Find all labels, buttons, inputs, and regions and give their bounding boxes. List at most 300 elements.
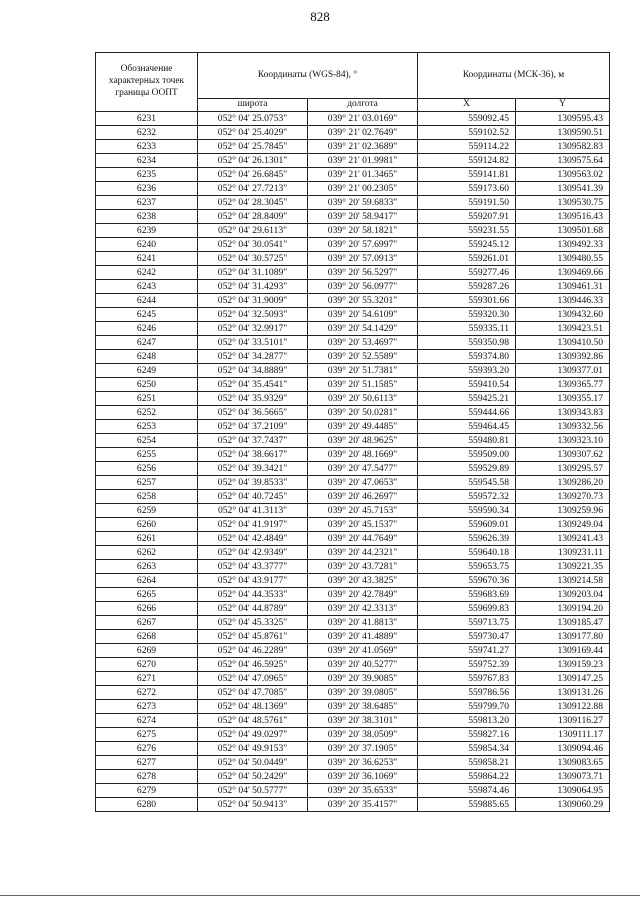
point-id-cell: 6249 (96, 364, 198, 378)
y-coordinate-cell: 1309307.62 (516, 448, 610, 462)
point-id-cell: 6270 (96, 658, 198, 672)
point-id-cell: 6259 (96, 504, 198, 518)
longitude-cell: 039° 20' 45.7153" (308, 504, 418, 518)
x-coordinate-cell: 559374.80 (418, 350, 516, 364)
y-coordinate-cell: 1309270.73 (516, 490, 610, 504)
point-id-cell: 6257 (96, 476, 198, 490)
y-coordinate-cell: 1309094.46 (516, 742, 610, 756)
longitude-cell: 039° 20' 41.4889" (308, 630, 418, 644)
longitude-cell: 039° 20' 38.6485" (308, 700, 418, 714)
latitude-cell: 052° 04' 26.1301" (198, 154, 308, 168)
latitude-cell: 052° 04' 38.6617" (198, 448, 308, 462)
coordinates-table (95, 52, 610, 812)
point-id-cell: 6247 (96, 336, 198, 350)
table-row (96, 504, 610, 518)
point-id-cell: 6276 (96, 742, 198, 756)
x-coordinate-cell: 559713.75 (418, 616, 516, 630)
latitude-cell: 052° 04' 31.9009" (198, 294, 308, 308)
table-row (96, 518, 610, 532)
table-row (96, 154, 610, 168)
latitude-cell: 052° 04' 32.9917" (198, 322, 308, 336)
longitude-cell: 039° 20' 36.6253" (308, 756, 418, 770)
table-row (96, 294, 610, 308)
longitude-cell: 039° 20' 54.6109" (308, 308, 418, 322)
x-coordinate-cell: 559813.20 (418, 714, 516, 728)
y-coordinate-cell: 1309249.04 (516, 518, 610, 532)
longitude-cell: 039° 20' 48.1669" (308, 448, 418, 462)
point-id-cell: 6269 (96, 644, 198, 658)
x-coordinate-cell: 559350.98 (418, 336, 516, 350)
point-id-cell: 6277 (96, 756, 198, 770)
page-number: 828 (310, 9, 330, 24)
latitude-cell: 052° 04' 48.1369" (198, 700, 308, 714)
table-row (96, 672, 610, 686)
x-coordinate-cell: 559767.83 (418, 672, 516, 686)
latitude-cell: 052° 04' 41.3113" (198, 504, 308, 518)
y-coordinate-cell: 1309159.23 (516, 658, 610, 672)
x-coordinate-cell: 559444.66 (418, 406, 516, 420)
latitude-cell: 052° 04' 43.9177" (198, 574, 308, 588)
table-row (96, 126, 610, 140)
point-id-cell: 6254 (96, 434, 198, 448)
y-coordinate-cell: 1309582.83 (516, 140, 610, 154)
x-coordinate-cell: 559245.12 (418, 238, 516, 252)
longitude-cell: 039° 20' 47.0653" (308, 476, 418, 490)
x-coordinate-cell: 559287.26 (418, 280, 516, 294)
longitude-cell: 039° 21' 02.7649" (308, 126, 418, 140)
latitude-cell: 052° 04' 25.0753" (198, 112, 308, 126)
table-row (96, 378, 610, 392)
y-coordinate-cell: 1309323.10 (516, 434, 610, 448)
table-row (96, 168, 610, 182)
point-id-cell: 6240 (96, 238, 198, 252)
longitude-cell: 039° 20' 43.3825" (308, 574, 418, 588)
table-row (96, 770, 610, 784)
latitude-cell: 052° 04' 49.9153" (198, 742, 308, 756)
x-coordinate-cell: 559261.01 (418, 252, 516, 266)
y-coordinate-cell: 1309469.66 (516, 266, 610, 280)
longitude-cell: 039° 20' 57.6997" (308, 238, 418, 252)
latitude-cell: 052° 04' 42.9349" (198, 546, 308, 560)
latitude-cell: 052° 04' 49.0297" (198, 728, 308, 742)
latitude-cell: 052° 04' 46.5925" (198, 658, 308, 672)
x-coordinate-cell: 559335.11 (418, 322, 516, 336)
x-coordinate-cell: 559640.18 (418, 546, 516, 560)
point-id-cell: 6252 (96, 406, 198, 420)
y-coordinate-cell: 1309073.71 (516, 770, 610, 784)
table-row (96, 322, 610, 336)
latitude-cell: 052° 04' 33.5101" (198, 336, 308, 350)
subheader-x: X (418, 99, 516, 112)
longitude-cell: 039° 20' 42.7849" (308, 588, 418, 602)
x-coordinate-cell: 559124.82 (418, 154, 516, 168)
y-coordinate-cell: 1309295.57 (516, 462, 610, 476)
y-coordinate-cell: 1309365.77 (516, 378, 610, 392)
latitude-cell: 052° 04' 40.7245" (198, 490, 308, 504)
latitude-cell: 052° 04' 44.8789" (198, 602, 308, 616)
y-coordinate-cell: 1309111.17 (516, 728, 610, 742)
table-row (96, 546, 610, 560)
x-coordinate-cell: 559670.36 (418, 574, 516, 588)
latitude-cell: 052° 04' 37.2109" (198, 420, 308, 434)
longitude-cell: 039° 20' 49.4485" (308, 420, 418, 434)
x-coordinate-cell: 559827.16 (418, 728, 516, 742)
latitude-cell: 052° 04' 31.1089" (198, 266, 308, 280)
point-id-cell: 6268 (96, 630, 198, 644)
y-coordinate-cell: 1309343.83 (516, 406, 610, 420)
y-coordinate-cell: 1309122.88 (516, 700, 610, 714)
x-coordinate-cell: 559277.46 (418, 266, 516, 280)
x-coordinate-cell: 559683.69 (418, 588, 516, 602)
longitude-cell: 039° 20' 44.7649" (308, 532, 418, 546)
longitude-cell: 039° 21' 01.9981" (308, 154, 418, 168)
latitude-cell: 052° 04' 28.3045" (198, 196, 308, 210)
point-id-cell: 6246 (96, 322, 198, 336)
table-row (96, 658, 610, 672)
table-row (96, 182, 610, 196)
point-id-cell: 6255 (96, 448, 198, 462)
y-coordinate-cell: 1309423.51 (516, 322, 610, 336)
x-coordinate-cell: 559393.20 (418, 364, 516, 378)
table-row (96, 252, 610, 266)
longitude-cell: 039° 20' 53.4697" (308, 336, 418, 350)
latitude-cell: 052° 04' 25.4029" (198, 126, 308, 140)
point-id-cell: 6250 (96, 378, 198, 392)
x-coordinate-cell: 559425.21 (418, 392, 516, 406)
longitude-cell: 039° 20' 54.1429" (308, 322, 418, 336)
point-id-cell: 6248 (96, 350, 198, 364)
x-coordinate-cell: 559699.83 (418, 602, 516, 616)
y-coordinate-cell: 1309575.64 (516, 154, 610, 168)
table-body (96, 112, 610, 812)
x-coordinate-cell: 559864.22 (418, 770, 516, 784)
point-id-cell: 6244 (96, 294, 198, 308)
x-coordinate-cell: 559207.91 (418, 210, 516, 224)
point-id-cell: 6258 (96, 490, 198, 504)
point-id-cell: 6265 (96, 588, 198, 602)
table-row (96, 616, 610, 630)
x-coordinate-cell: 559301.66 (418, 294, 516, 308)
x-coordinate-cell: 559885.65 (418, 798, 516, 812)
longitude-cell: 039° 20' 37.1905" (308, 742, 418, 756)
latitude-cell: 052° 04' 28.8409" (198, 210, 308, 224)
y-coordinate-cell: 1309147.25 (516, 672, 610, 686)
x-coordinate-cell: 559545.58 (418, 476, 516, 490)
point-id-cell: 6278 (96, 770, 198, 784)
x-coordinate-cell: 559741.27 (418, 644, 516, 658)
x-coordinate-cell: 559752.39 (418, 658, 516, 672)
y-coordinate-cell: 1309194.20 (516, 602, 610, 616)
table-row (96, 196, 610, 210)
x-coordinate-cell: 559114.22 (418, 140, 516, 154)
table-row (96, 700, 610, 714)
table-row (96, 588, 610, 602)
y-coordinate-cell: 1309203.04 (516, 588, 610, 602)
table-row (96, 112, 610, 126)
table-row (96, 644, 610, 658)
y-coordinate-cell: 1309116.27 (516, 714, 610, 728)
point-id-cell: 6262 (96, 546, 198, 560)
point-id-cell: 6264 (96, 574, 198, 588)
latitude-cell: 052° 04' 27.7213" (198, 182, 308, 196)
point-id-cell: 6280 (96, 798, 198, 812)
point-id-cell: 6266 (96, 602, 198, 616)
longitude-cell: 039° 20' 39.9085" (308, 672, 418, 686)
latitude-cell: 052° 04' 34.2877" (198, 350, 308, 364)
point-id-cell: 6242 (96, 266, 198, 280)
y-coordinate-cell: 1309241.43 (516, 532, 610, 546)
latitude-cell: 052° 04' 37.7437" (198, 434, 308, 448)
table-row (96, 392, 610, 406)
latitude-cell: 052° 04' 39.8533" (198, 476, 308, 490)
x-coordinate-cell: 559410.54 (418, 378, 516, 392)
header-msk36-coordinates: Координаты (МСК-36), м (418, 53, 610, 99)
x-coordinate-cell: 559231.55 (418, 224, 516, 238)
y-coordinate-cell: 1309185.47 (516, 616, 610, 630)
longitude-cell: 039° 21' 03.0169" (308, 112, 418, 126)
table-row (96, 714, 610, 728)
longitude-cell: 039° 20' 38.3101" (308, 714, 418, 728)
x-coordinate-cell: 559786.56 (418, 686, 516, 700)
longitude-cell: 039° 20' 38.0509" (308, 728, 418, 742)
point-id-cell: 6235 (96, 168, 198, 182)
table-row (96, 574, 610, 588)
table-row (96, 490, 610, 504)
latitude-cell: 052° 04' 46.2289" (198, 644, 308, 658)
table-row (96, 308, 610, 322)
y-coordinate-cell: 1309214.58 (516, 574, 610, 588)
y-coordinate-cell: 1309286.20 (516, 476, 610, 490)
latitude-cell: 052° 04' 30.0541" (198, 238, 308, 252)
x-coordinate-cell: 559858.21 (418, 756, 516, 770)
header-wgs84-coordinates: Координаты (WGS-84), ° (198, 53, 418, 99)
header-point-designation: Обозначение характерных точек границы ООПТ (96, 53, 198, 112)
point-id-cell: 6236 (96, 182, 198, 196)
table-row (96, 462, 610, 476)
latitude-cell: 052° 04' 47.0965" (198, 672, 308, 686)
longitude-cell: 039° 20' 41.0569" (308, 644, 418, 658)
latitude-cell: 052° 04' 48.5761" (198, 714, 308, 728)
table-row (96, 532, 610, 546)
x-coordinate-cell: 559464.45 (418, 420, 516, 434)
point-id-cell: 6274 (96, 714, 198, 728)
longitude-cell: 039° 20' 36.1069" (308, 770, 418, 784)
longitude-cell: 039° 20' 55.3201" (308, 294, 418, 308)
longitude-cell: 039° 20' 40.5277" (308, 658, 418, 672)
x-coordinate-cell: 559529.89 (418, 462, 516, 476)
point-id-cell: 6272 (96, 686, 198, 700)
point-id-cell: 6231 (96, 112, 198, 126)
longitude-cell: 039° 20' 45.1537" (308, 518, 418, 532)
latitude-cell: 052° 04' 42.4849" (198, 532, 308, 546)
x-coordinate-cell: 559141.81 (418, 168, 516, 182)
x-coordinate-cell: 559590.34 (418, 504, 516, 518)
point-id-cell: 6275 (96, 728, 198, 742)
y-coordinate-cell: 1309541.39 (516, 182, 610, 196)
table-row (96, 280, 610, 294)
point-id-cell: 6237 (96, 196, 198, 210)
latitude-cell: 052° 04' 36.5665" (198, 406, 308, 420)
table-row (96, 406, 610, 420)
latitude-cell: 052° 04' 29.6113" (198, 224, 308, 238)
longitude-cell: 039° 20' 41.8813" (308, 616, 418, 630)
y-coordinate-cell: 1309480.55 (516, 252, 610, 266)
y-coordinate-cell: 1309221.35 (516, 560, 610, 574)
table-row (96, 798, 610, 812)
longitude-cell: 039° 20' 47.5477" (308, 462, 418, 476)
longitude-cell: 039° 20' 42.3313" (308, 602, 418, 616)
table-row (96, 686, 610, 700)
table-row (96, 434, 610, 448)
longitude-cell: 039° 20' 51.1585" (308, 378, 418, 392)
point-id-cell: 6251 (96, 392, 198, 406)
longitude-cell: 039° 20' 35.4157" (308, 798, 418, 812)
table-row (96, 728, 610, 742)
latitude-cell: 052° 04' 39.3421" (198, 462, 308, 476)
longitude-cell: 039° 20' 46.2697" (308, 490, 418, 504)
table-row (96, 476, 610, 490)
point-id-cell: 6239 (96, 224, 198, 238)
latitude-cell: 052° 04' 50.9413" (198, 798, 308, 812)
x-coordinate-cell: 559609.01 (418, 518, 516, 532)
y-coordinate-cell: 1309492.33 (516, 238, 610, 252)
y-coordinate-cell: 1309446.33 (516, 294, 610, 308)
table-row (96, 602, 610, 616)
point-id-cell: 6260 (96, 518, 198, 532)
latitude-cell: 052° 04' 47.7085" (198, 686, 308, 700)
point-id-cell: 6241 (96, 252, 198, 266)
longitude-cell: 039° 20' 39.0805" (308, 686, 418, 700)
longitude-cell: 039° 20' 56.0977" (308, 280, 418, 294)
table-row (96, 448, 610, 462)
x-coordinate-cell: 559173.60 (418, 182, 516, 196)
point-id-cell: 6232 (96, 126, 198, 140)
point-id-cell: 6253 (96, 420, 198, 434)
x-coordinate-cell: 559191.50 (418, 196, 516, 210)
point-id-cell: 6256 (96, 462, 198, 476)
bottom-rule (0, 895, 640, 896)
latitude-cell: 052° 04' 30.5725" (198, 252, 308, 266)
latitude-cell: 052° 04' 26.6845" (198, 168, 308, 182)
y-coordinate-cell: 1309169.44 (516, 644, 610, 658)
table-row (96, 742, 610, 756)
y-coordinate-cell: 1309432.60 (516, 308, 610, 322)
longitude-cell: 039° 20' 59.6833" (308, 196, 418, 210)
y-coordinate-cell: 1309083.65 (516, 756, 610, 770)
x-coordinate-cell: 559092.45 (418, 112, 516, 126)
latitude-cell: 052° 04' 45.3325" (198, 616, 308, 630)
table-row (96, 784, 610, 798)
table-row (96, 140, 610, 154)
y-coordinate-cell: 1309231.11 (516, 546, 610, 560)
longitude-cell: 039° 21' 00.2305" (308, 182, 418, 196)
table-row (96, 350, 610, 364)
longitude-cell: 039° 20' 52.5589" (308, 350, 418, 364)
y-coordinate-cell: 1309516.43 (516, 210, 610, 224)
table-row (96, 630, 610, 644)
subheader-longitude: долгота (308, 99, 418, 112)
longitude-cell: 039° 20' 56.5297" (308, 266, 418, 280)
point-id-cell: 6233 (96, 140, 198, 154)
latitude-cell: 052° 04' 41.9197" (198, 518, 308, 532)
table-row (96, 224, 610, 238)
y-coordinate-cell: 1309501.68 (516, 224, 610, 238)
point-id-cell: 6243 (96, 280, 198, 294)
y-coordinate-cell: 1309530.75 (516, 196, 610, 210)
latitude-cell: 052° 04' 43.3777" (198, 560, 308, 574)
point-id-cell: 6261 (96, 532, 198, 546)
y-coordinate-cell: 1309177.80 (516, 630, 610, 644)
latitude-cell: 052° 04' 25.7845" (198, 140, 308, 154)
x-coordinate-cell: 559874.46 (418, 784, 516, 798)
y-coordinate-cell: 1309355.17 (516, 392, 610, 406)
latitude-cell: 052° 04' 50.0449" (198, 756, 308, 770)
table-row (96, 266, 610, 280)
y-coordinate-cell: 1309377.01 (516, 364, 610, 378)
point-id-cell: 6273 (96, 700, 198, 714)
x-coordinate-cell: 559102.52 (418, 126, 516, 140)
point-id-cell: 6267 (96, 616, 198, 630)
longitude-cell: 039° 20' 44.2321" (308, 546, 418, 560)
y-coordinate-cell: 1309461.31 (516, 280, 610, 294)
table-row (96, 336, 610, 350)
latitude-cell: 052° 04' 50.2429" (198, 770, 308, 784)
table-row (96, 560, 610, 574)
x-coordinate-cell: 559320.30 (418, 308, 516, 322)
subheader-y: Y (516, 99, 610, 112)
latitude-cell: 052° 04' 44.3533" (198, 588, 308, 602)
y-coordinate-cell: 1309590.51 (516, 126, 610, 140)
longitude-cell: 039° 20' 57.0913" (308, 252, 418, 266)
longitude-cell: 039° 20' 48.9625" (308, 434, 418, 448)
point-id-cell: 6279 (96, 784, 198, 798)
longitude-cell: 039° 21' 01.3465" (308, 168, 418, 182)
point-id-cell: 6238 (96, 210, 198, 224)
point-id-cell: 6263 (96, 560, 198, 574)
longitude-cell: 039° 20' 50.6113" (308, 392, 418, 406)
latitude-cell: 052° 04' 32.5093" (198, 308, 308, 322)
longitude-cell: 039° 20' 51.7381" (308, 364, 418, 378)
y-coordinate-cell: 1309392.86 (516, 350, 610, 364)
point-id-cell: 6234 (96, 154, 198, 168)
y-coordinate-cell: 1309332.56 (516, 420, 610, 434)
latitude-cell: 052° 04' 35.9329" (198, 392, 308, 406)
table-row (96, 364, 610, 378)
longitude-cell: 039° 20' 50.0281" (308, 406, 418, 420)
point-id-cell: 6271 (96, 672, 198, 686)
latitude-cell: 052° 04' 50.5777" (198, 784, 308, 798)
table-row (96, 420, 610, 434)
latitude-cell: 052° 04' 31.4293" (198, 280, 308, 294)
y-coordinate-cell: 1309595.43 (516, 112, 610, 126)
x-coordinate-cell: 559572.32 (418, 490, 516, 504)
x-coordinate-cell: 559799.70 (418, 700, 516, 714)
table-row (96, 756, 610, 770)
y-coordinate-cell: 1309563.02 (516, 168, 610, 182)
longitude-cell: 039° 20' 58.9417" (308, 210, 418, 224)
latitude-cell: 052° 04' 35.4541" (198, 378, 308, 392)
point-id-cell: 6245 (96, 308, 198, 322)
subheader-latitude: широта (198, 99, 308, 112)
table-row (96, 210, 610, 224)
y-coordinate-cell: 1309259.96 (516, 504, 610, 518)
latitude-cell: 052° 04' 45.8761" (198, 630, 308, 644)
x-coordinate-cell: 559509.00 (418, 448, 516, 462)
longitude-cell: 039° 20' 58.1821" (308, 224, 418, 238)
y-coordinate-cell: 1309060.29 (516, 798, 610, 812)
x-coordinate-cell: 559626.39 (418, 532, 516, 546)
y-coordinate-cell: 1309064.95 (516, 784, 610, 798)
